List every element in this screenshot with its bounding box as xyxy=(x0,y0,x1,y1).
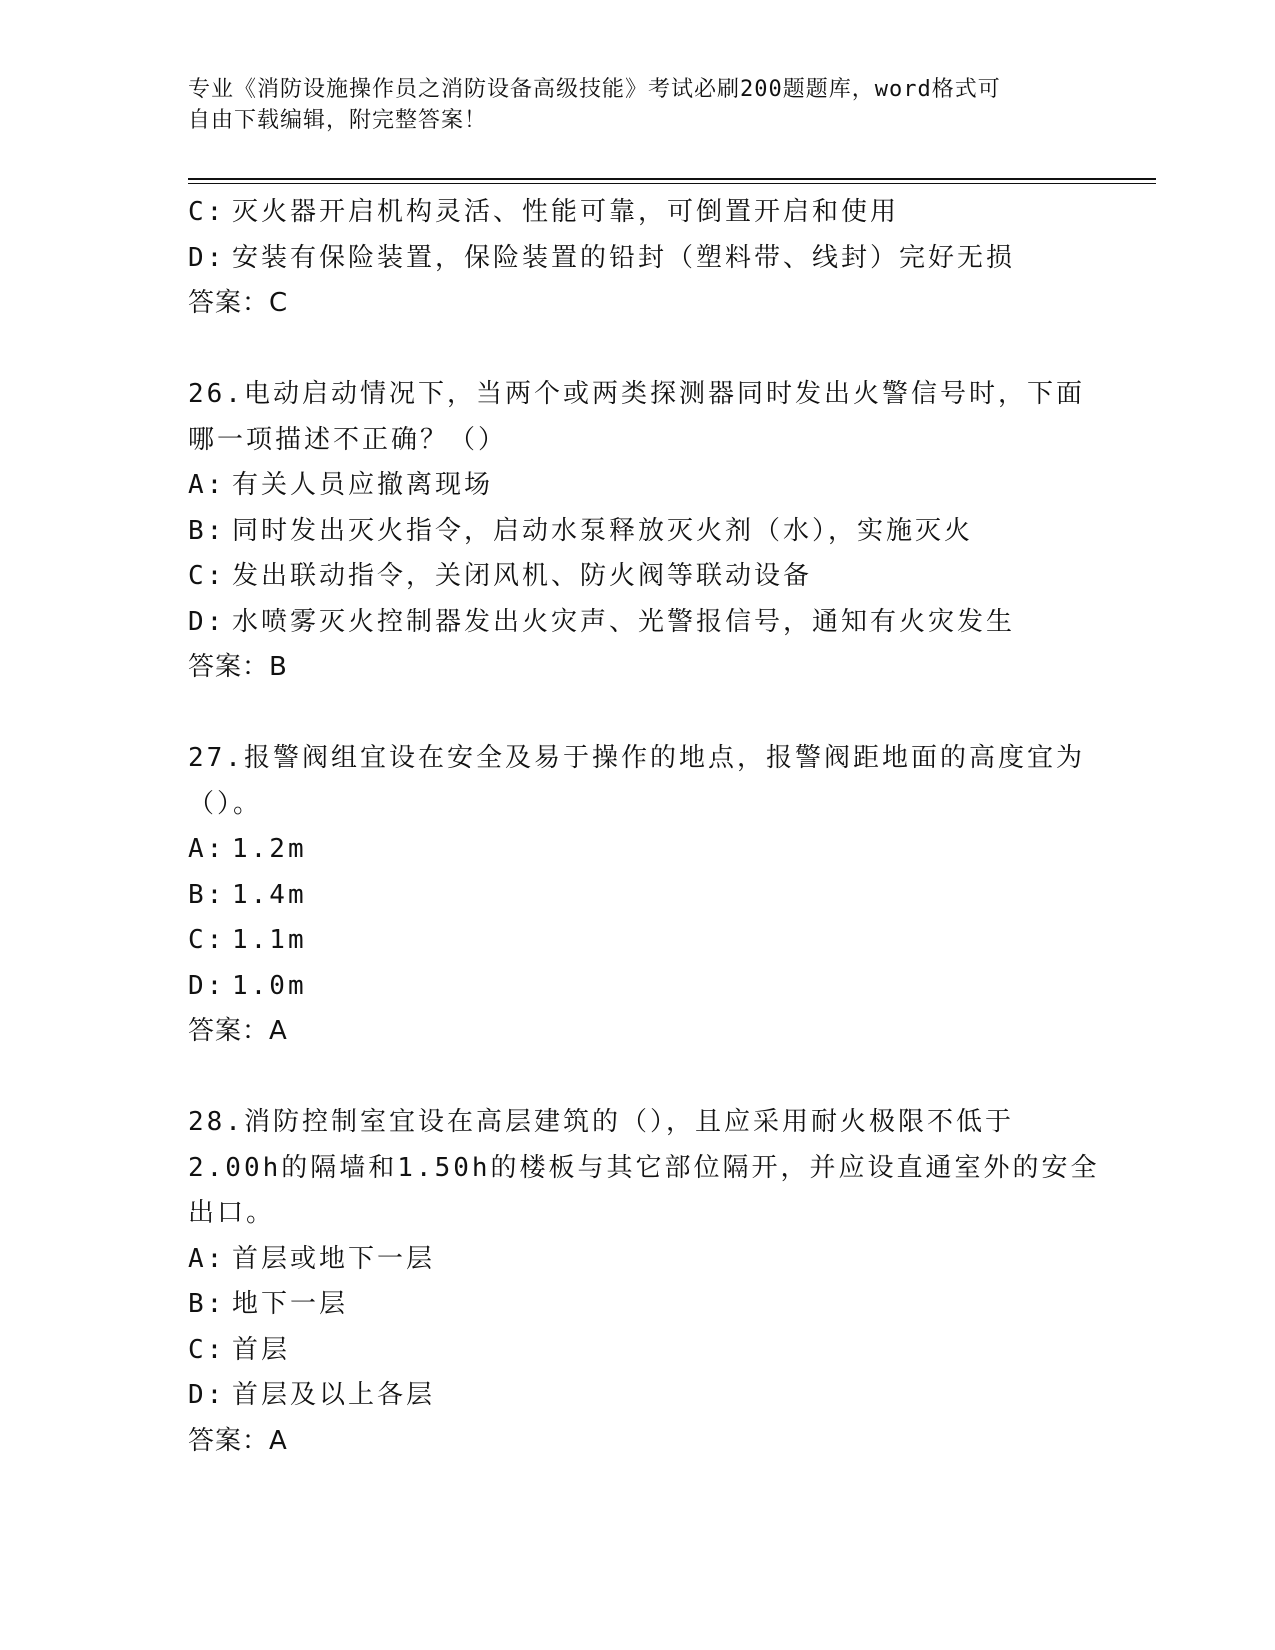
option-label: D: xyxy=(188,242,226,273)
spacer xyxy=(188,1055,1088,1101)
option-text: 1.1m xyxy=(232,925,307,955)
spacer xyxy=(188,691,1088,737)
option-text: 水喷雾灭火控制器发出火灾声、光警报信号，通知有火灾发生 xyxy=(232,606,1016,637)
option-d xyxy=(188,964,1088,1010)
option-text: 1.4m xyxy=(232,879,307,910)
question-stem-line: 28.消防控制室宜设在高层建筑的（），且应采用耐火极限不低于 xyxy=(188,1107,1014,1137)
answer-line: 答案：A xyxy=(188,1425,288,1456)
option-b xyxy=(188,1282,1088,1328)
answer-line: 答案：C xyxy=(188,288,289,318)
option-a xyxy=(188,463,1088,509)
question-stem-line: 2.00h的隔墙和1.50h的楼板与其它部位隔开，并应设直通室外的安全 xyxy=(188,1152,1100,1183)
option-text: 1.0m xyxy=(232,970,307,1001)
option-text: 地下一层 xyxy=(232,1289,349,1319)
question-27 xyxy=(188,736,1088,1055)
option-c xyxy=(188,918,1088,964)
option-a xyxy=(188,827,1088,873)
question-28 xyxy=(188,1100,1100,1464)
option-label: A: xyxy=(188,470,226,500)
option-text: 同时发出灭火指令，启动水泵释放灭火剂（水），实施灭火 xyxy=(232,515,974,546)
option-d xyxy=(188,236,1088,282)
option-label: A: xyxy=(188,1243,226,1274)
option-text: 安装有保险装置，保险装置的铅封（塑料带、线封）完好无损 xyxy=(232,242,1016,273)
option-label: C: xyxy=(188,561,226,591)
option-text: 发出联动指令，关闭风机、防火阀等联动设备 xyxy=(232,561,813,591)
option-text: 1.2m xyxy=(232,834,307,864)
answer-line: 答案：A xyxy=(188,1016,288,1046)
option-text: 首层及以上各层 xyxy=(232,1380,436,1410)
option-c xyxy=(188,190,1088,236)
question-26 xyxy=(188,372,1088,691)
option-label: B: xyxy=(188,879,226,910)
option-a xyxy=(188,1237,1088,1283)
document-header xyxy=(188,74,1088,136)
option-d xyxy=(188,1373,1088,1419)
question-stem-line: 哪一项描述不正确？（） xyxy=(188,424,508,455)
option-label: B: xyxy=(188,515,226,546)
answer-line: 答案：B xyxy=(188,652,288,682)
option-text: 首层 xyxy=(232,1334,291,1365)
question-25-continuation xyxy=(188,190,1088,327)
question-stem-line: 26.电动启动情况下，当两个或两类探测器同时发出火警信号时，下面 xyxy=(188,379,1085,409)
option-text: 有关人员应撤离现场 xyxy=(232,470,494,500)
option-d xyxy=(188,600,1088,646)
document-body xyxy=(188,190,1100,1464)
option-label: B: xyxy=(188,1289,226,1319)
header-rule-thick xyxy=(188,178,1156,180)
option-c xyxy=(188,1328,1088,1374)
option-label: C: xyxy=(188,1334,226,1365)
option-b xyxy=(188,509,1088,555)
option-text: 灭火器开启机构灵活、性能可靠，可倒置开启和使用 xyxy=(232,197,900,227)
option-b xyxy=(188,873,1088,919)
header-line: 自由下载编辑，附完整答案！ xyxy=(188,108,488,133)
header-rule-thin xyxy=(188,183,1156,184)
question-stem-line: （）。 xyxy=(188,788,263,819)
spacer xyxy=(188,327,1088,373)
option-label: D: xyxy=(188,1380,226,1410)
option-label: D: xyxy=(188,606,226,637)
header-line: 专业《消防设施操作员之消防设备高级技能》考试必刷200题题库，word格式可 xyxy=(188,77,1001,102)
option-label: C: xyxy=(188,197,226,227)
option-label: A: xyxy=(188,834,226,864)
question-stem-line: 出口。 xyxy=(188,1198,276,1228)
option-label: C: xyxy=(188,925,226,955)
option-c xyxy=(188,554,1088,600)
option-text: 首层或地下一层 xyxy=(232,1243,436,1274)
option-label: D: xyxy=(188,970,226,1001)
question-stem-line: 27.报警阀组宜设在安全及易于操作的地点，报警阀距地面的高度宜为 xyxy=(188,743,1085,773)
